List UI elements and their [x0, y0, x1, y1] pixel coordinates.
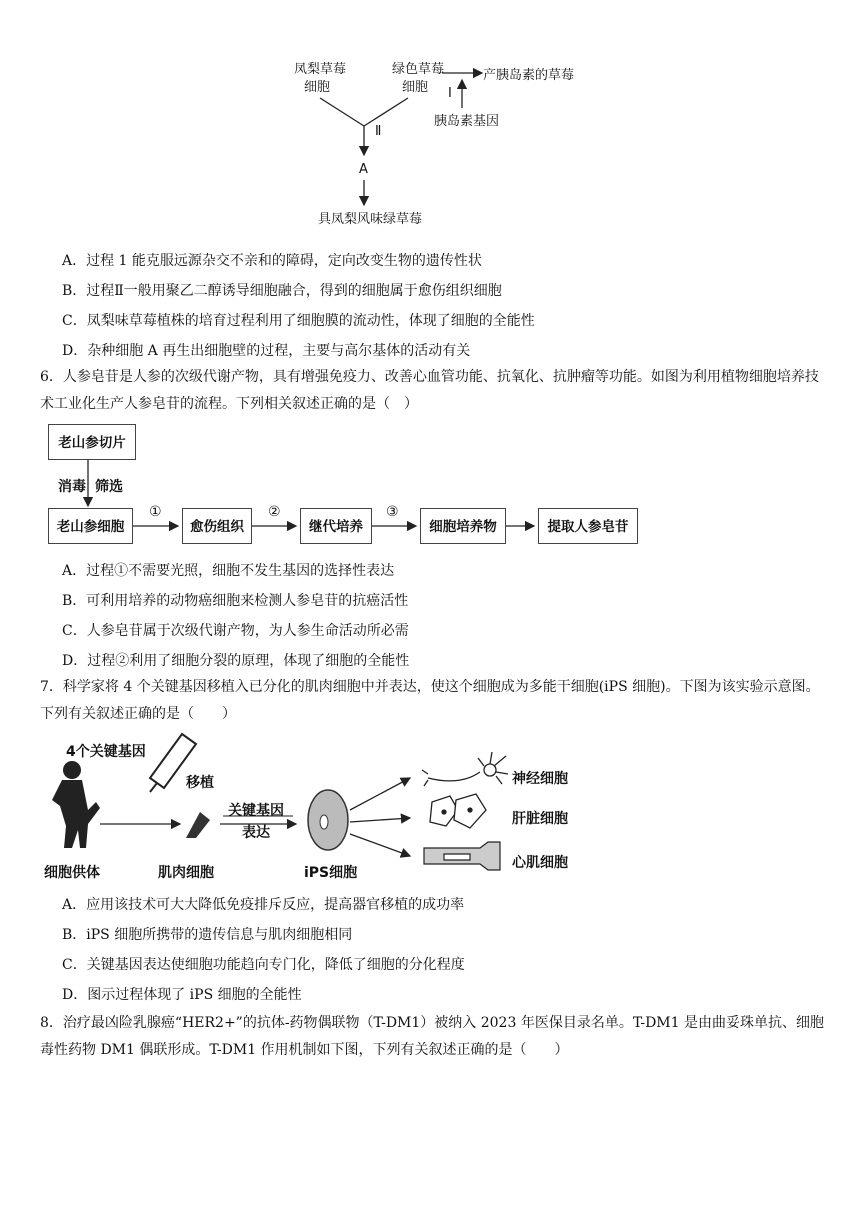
cardiac-drawing	[424, 842, 500, 870]
process-i-label: I	[448, 86, 452, 101]
label-liver: 肝脏细胞	[512, 811, 568, 827]
flow-box-subculture: 继代培养	[300, 508, 372, 544]
cell-a-label-2: 细胞	[304, 80, 331, 95]
label-muscle-cell: 肌肉细胞	[158, 865, 214, 881]
q6-stem: 6．人参皂苷是人参的次级代谢产物，具有增强免疫力、改善心血管功能、抗氧化、抗肿瘤等功能。如图为利用植物细胞培养技术工业化生产人参皂苷的流程。下列相关叙述正确的是（ ）	[40, 369, 819, 412]
q6-option-d: D．过程②利用了细胞分裂的原理，体现了细胞的全能性	[62, 653, 410, 669]
q7-option-b: B．iPS 细胞所携带的遗传信息与肌肉细胞相同	[62, 927, 353, 943]
label-express: 表达	[242, 825, 270, 841]
liver-drawing	[430, 794, 486, 828]
q7-option-d: D．图示过程体现了 iPS 细胞的全能性	[62, 987, 302, 1003]
label-neuron: 神经细胞	[512, 771, 568, 787]
q8-stem: 8．治疗最凶险乳腺癌“HER2+”的抗体-药物偶联物（T-DM1）被纳入 2023 年医保目录名单。T-DM1 是由曲妥珠单抗、细胞毒性药物 DM1 偶联形成。T-DM1 作用机制如下图，下列有关叙述正确的是（ ）	[40, 1015, 824, 1058]
label-four-genes: 4个关键基因	[66, 744, 146, 760]
q5-option-a: A．过程 1 能克服远源杂交不亲和的障碍，定向改变生物的遗传性状	[62, 253, 482, 269]
flow-box-slices: 老山参切片	[48, 424, 136, 460]
cell-a-label-1: 凤梨草莓	[294, 62, 347, 77]
q7-stem: 7．科学家将 4 个关键基因移植入已分化的肌肉细胞中并表达，使这个细胞成为多能干细胞(iPS 细胞)。下图为该实验示意图。下列有关叙述正确的是（ ）	[40, 679, 820, 722]
q6-option-b: B．可利用培养的动物癌细胞来检测人参皂苷的抗癌活性	[62, 593, 409, 609]
label-key-gene: 关键基因	[228, 803, 284, 819]
q5-option-d: D．杂种细胞 A 再生出细胞壁的过程，主要与高尔基体的活动有关	[62, 343, 471, 359]
flow-box-callus: 愈伤组织	[182, 508, 252, 544]
q5-option-c: C．凤梨味草莓植株的培育过程利用了细胞膜的流动性，体现了细胞的全能性	[62, 313, 535, 329]
flow-label-disinfect: 消毒	[58, 479, 86, 495]
flow-box-extract: 提取人参皂苷	[538, 508, 638, 544]
label-ips-cell: iPS细胞	[304, 865, 358, 881]
q5-figure-lines	[0, 0, 860, 240]
person-silhouette	[52, 761, 100, 848]
flow-box-culture: 细胞培养物	[420, 508, 506, 544]
flow-step-2: ②	[268, 504, 281, 520]
q6-option-a: A．过程①不需要光照，细胞不发生基因的选择性表达	[62, 563, 395, 579]
cell-b-label-1: 绿色草莓	[392, 62, 445, 77]
neuron-drawing	[422, 752, 508, 786]
flow-step-3: ③	[386, 504, 399, 520]
label-transplant: 移植	[186, 775, 214, 791]
flow-label-screen: 筛选	[95, 479, 123, 495]
q7-option-c: C．关键基因表达使细胞功能趋向专门化，降低了细胞的分化程度	[62, 957, 465, 973]
q6-option-c: C．人参皂苷属于次级代谢产物，为人参生命活动所必需	[62, 623, 409, 639]
flow-box-cells: 老山参细胞	[48, 508, 133, 544]
insulin-strawberry-label: 产胰岛素的草莓	[483, 68, 575, 83]
q5-option-b: B．过程Ⅱ一般用聚乙二醇诱导细胞融合，得到的细胞属于愈伤组织细胞	[62, 283, 502, 299]
insulin-gene-label: 胰岛素基因	[434, 114, 500, 129]
process-ii-label: Ⅱ	[375, 124, 382, 139]
flow-step-1: ①	[149, 504, 162, 520]
cell-b-label-2: 细胞	[402, 80, 429, 95]
result-strawberry-label: 具凤梨风味绿草莓	[318, 212, 423, 227]
label-donor: 细胞供体	[44, 865, 100, 881]
label-heart: 心肌细胞	[512, 855, 568, 871]
hybrid-cell-label: A	[359, 162, 368, 177]
q7-option-a: A．应用该技术可大大降低免疫排斥反应，提高器官移植的成功率	[62, 897, 465, 913]
